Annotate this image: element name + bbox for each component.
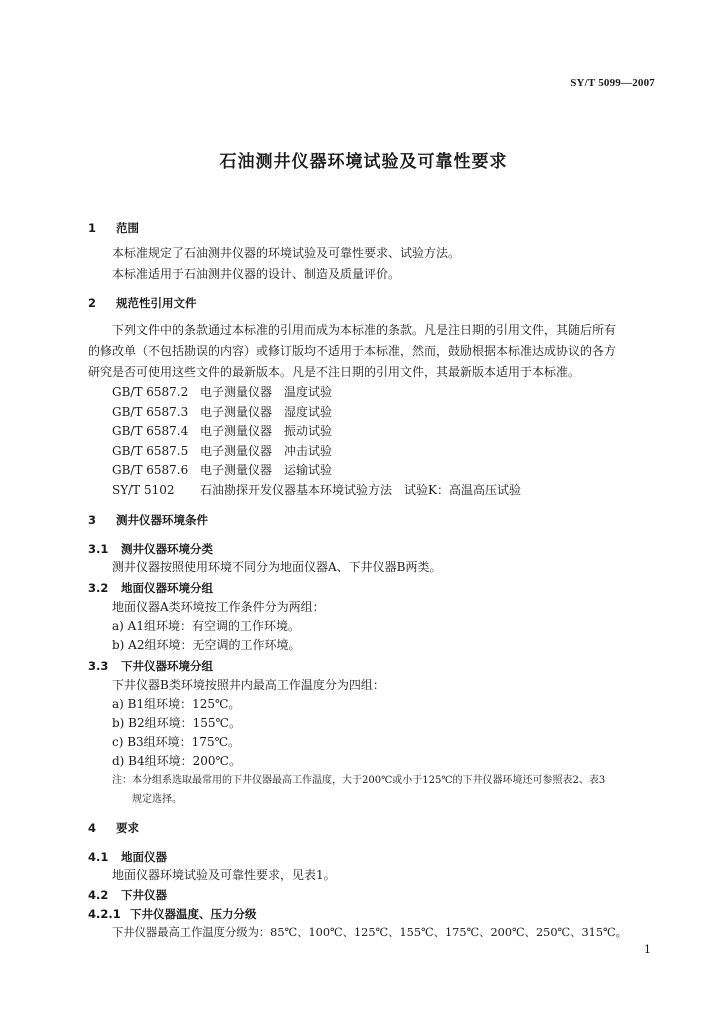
section-2-heading [88,295,197,311]
section-number: 1 [88,221,97,235]
subsection-title: 下井仪器温度、压力分级 [130,907,257,921]
note-line: 规定选择。 [132,794,182,805]
subsection-number: 4.1 [88,850,109,864]
reference-item [112,384,332,400]
subsection-number: 3.2 [88,581,109,595]
section-number: 2 [88,296,97,310]
subsection-number: 3.1 [88,542,109,556]
subsection-title: 地面仪器环境分组 [121,581,213,595]
subsection-number: 4.2.1 [88,907,121,921]
subsection-3-3-heading [88,658,213,674]
subsection-4-2-1-heading [88,906,257,922]
list-item: a) B1组环境：125℃。 [112,697,241,711]
section-1-heading [88,220,139,236]
subsection-number: 3.3 [88,659,109,673]
subsection-title: 测井仪器环境分类 [121,542,213,556]
page-number: 1 [644,943,651,956]
paragraph: 地面仪器环境试验及可靠性要求，见表1。 [112,868,336,882]
section-number: 3 [88,513,97,527]
reference-title: 电子测量仪器 湿度试验 [200,405,333,419]
reference-item [112,423,332,439]
reference-item [112,404,332,420]
subsection-3-2-heading [88,580,213,596]
reference-code: SY/T 5102 [112,483,175,497]
reference-item [112,443,332,459]
subsection-3-1-heading [88,541,213,557]
paragraph-line: 下列文件中的条款通过本标准的引用而成为本标准的条款。凡是注日期的引用文件，其随后所有 [112,323,617,337]
paragraph-line: 的修改单（不包括勘误的内容）或修订版均不适用于本标准，然而，鼓励根据本标准达成协议的各方 [88,344,617,358]
reference-title: 电子测量仪器 温度试验 [200,385,333,399]
subsection-4-1-heading [88,849,167,865]
list-item: c) B3组环境：175℃。 [112,735,240,749]
paragraph: 下井仪器B类环境按照井内最高工作温度分为四组： [112,678,385,692]
subsection-number: 4.2 [88,888,109,902]
note-line: 注：本分组系选取最常用的下井仪器最高工作温度，大于200℃或小于125℃的下井仪器环境还可参照表2、表3 [112,775,606,786]
section-4-heading [88,820,139,836]
subsection-title: 下井仪器环境分组 [121,659,213,673]
subsection-title: 下井仪器 [121,888,167,902]
list-item: b) A2组环境：无空调的工作环境。 [112,638,301,652]
reference-title: 电子测量仪器 振动试验 [200,424,333,438]
paragraph: 本标准适用于石油测井仪器的设计、制造及质量评价。 [112,267,401,281]
paragraph: 下井仪器最高工作温度分级为：85℃、100℃、125℃、155℃、175℃、200℃、250℃、315℃。 [112,926,627,939]
subsection-title: 地面仪器 [121,850,167,864]
reference-code: GB/T 6587.5 [112,444,189,458]
reference-title: 电子测量仪器 冲击试验 [200,444,333,458]
section-title: 范围 [116,221,139,235]
subsection-4-2-heading [88,887,167,903]
reference-code: GB/T 6587.6 [112,463,189,477]
reference-item [112,462,332,478]
reference-code: GB/T 6587.4 [112,424,189,438]
reference-item [112,482,521,498]
section-number: 4 [88,821,97,835]
paragraph: 地面仪器A类环境按工作条件分为两组： [112,600,325,614]
reference-code: GB/T 6587.2 [112,385,189,399]
reference-title: 石油勘探开发仪器基本环境试验方法 试验K：高温高压试验 [200,483,521,497]
paragraph-line: 研究是否可使用这些文件的最新版本。凡是不注日期的引用文件，其最新版本适用于本标准。 [88,365,581,379]
list-item: d) B4组环境：200℃。 [112,754,241,768]
section-title: 测井仪器环境条件 [116,513,208,527]
paragraph: 测井仪器按照使用环境不同分为地面仪器A、下井仪器B两类。 [112,560,442,574]
document-title: 石油测井仪器环境试验及可靠性要求 [219,152,508,172]
section-title: 要求 [116,821,139,835]
reference-code: GB/T 6587.3 [112,405,189,419]
list-item: b) B2组环境：155℃。 [112,716,241,730]
section-3-heading [88,512,208,528]
reference-title: 电子测量仪器 运输试验 [200,463,333,477]
paragraph: 本标准规定了石油测井仪器的环境试验及可靠性要求、试验方法。 [112,246,461,260]
standard-code: SY/T 5099—2007 [570,77,655,89]
list-item: a) A1组环境：有空调的工作环境。 [112,619,300,633]
section-title: 规范性引用文件 [116,296,197,310]
